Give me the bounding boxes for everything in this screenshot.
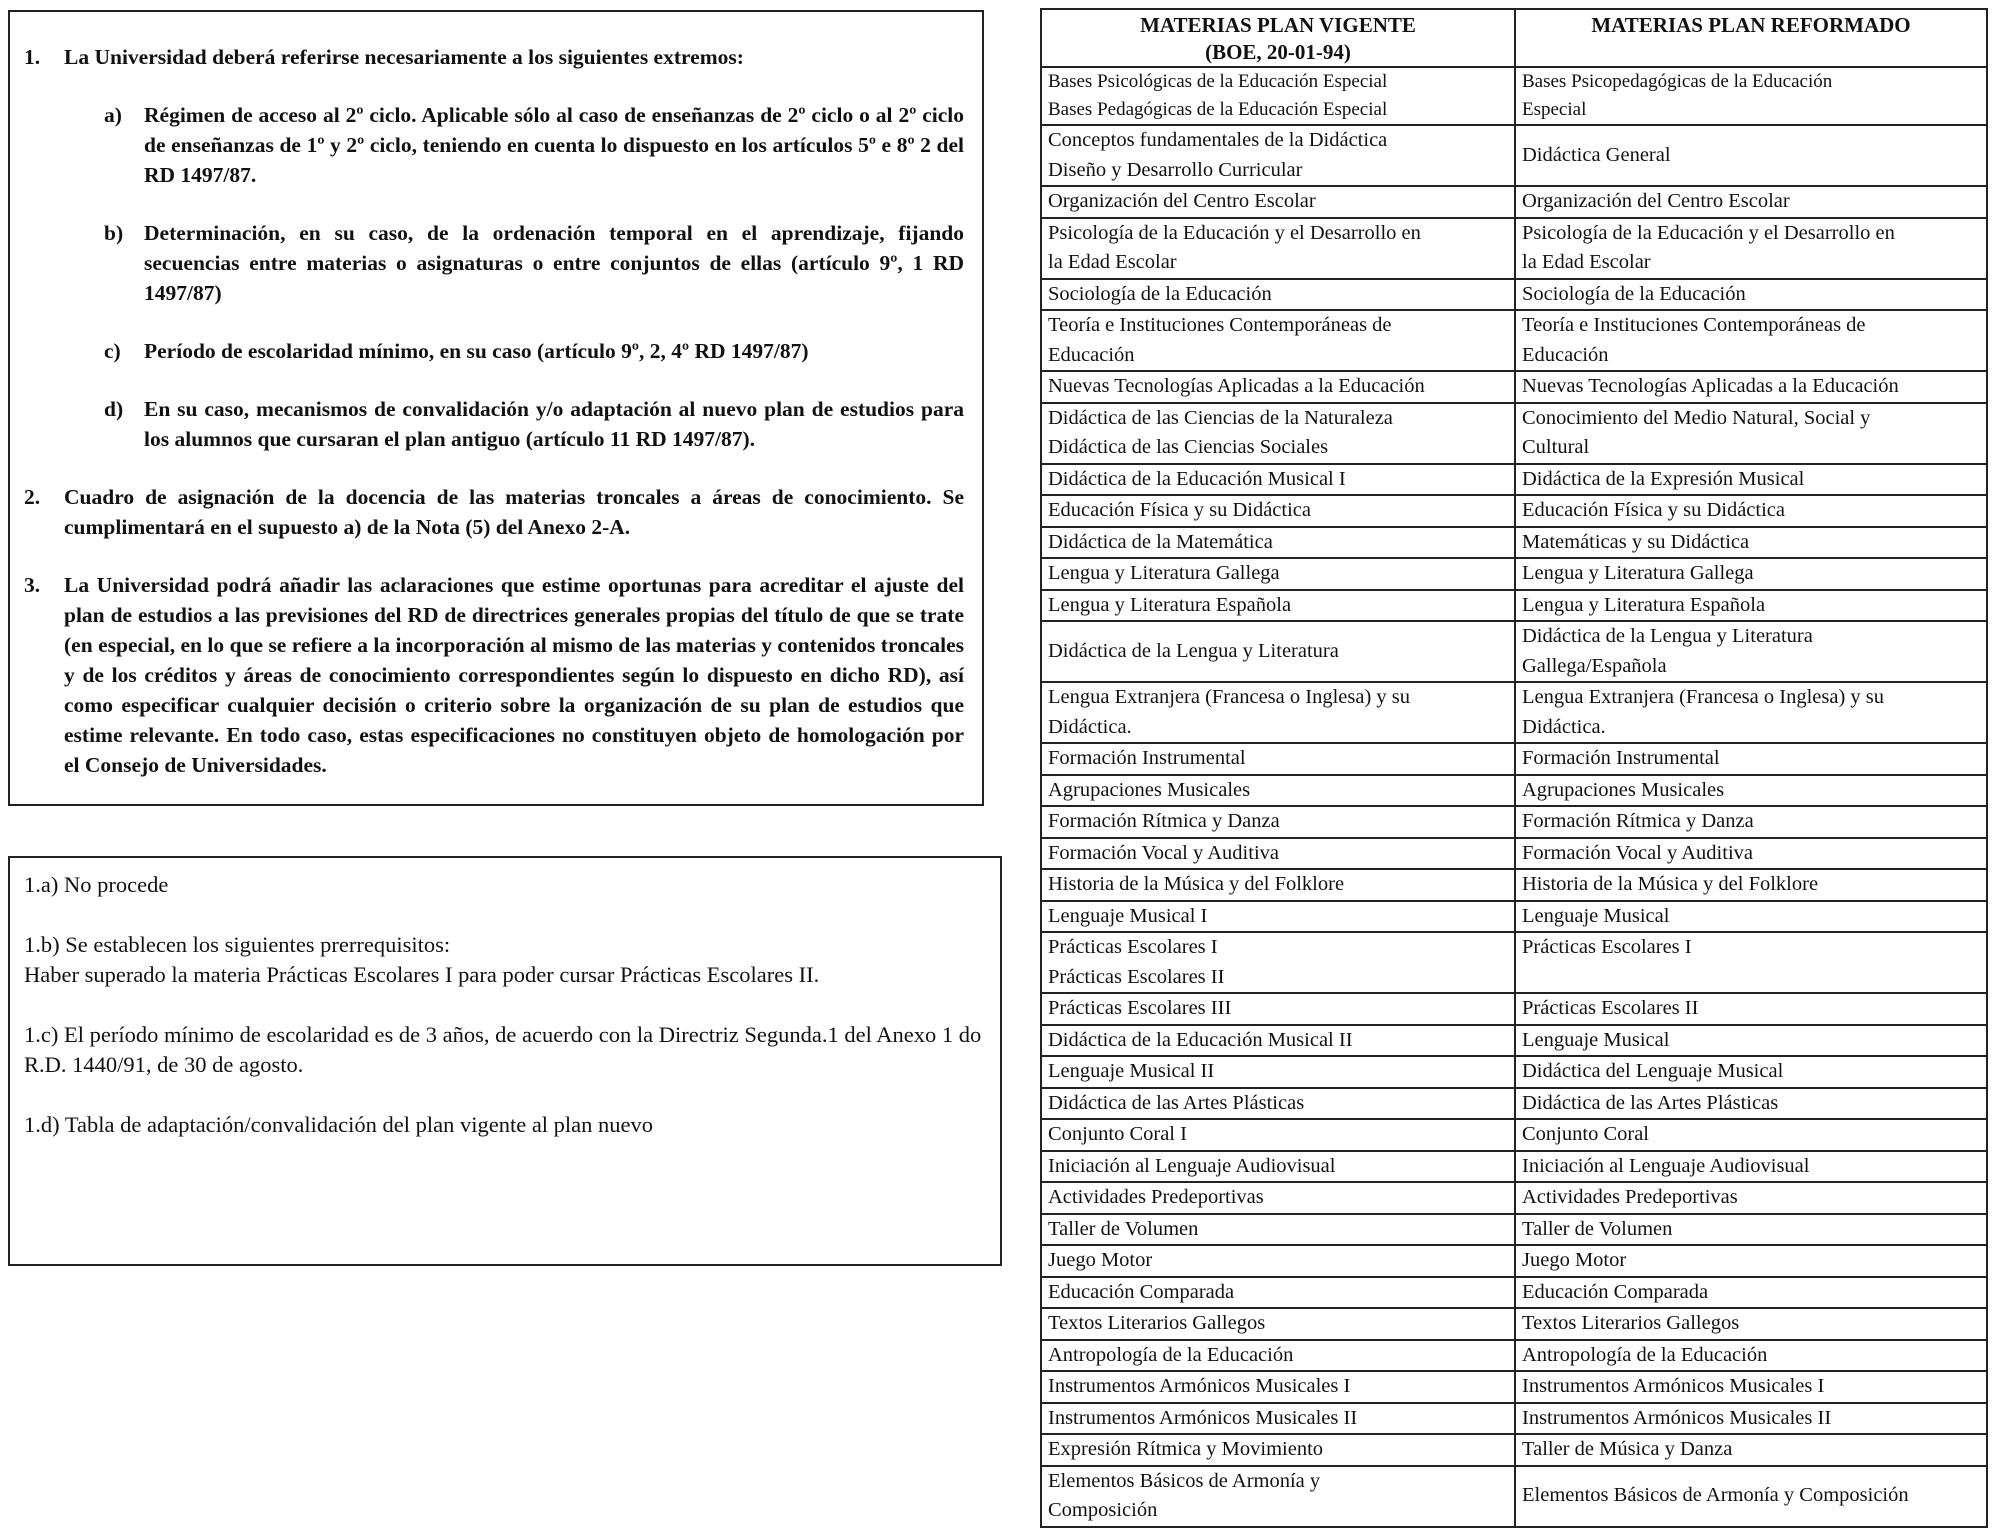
table-row: [1041, 1214, 1987, 1246]
subitem-text: Período de escolaridad mínimo, en su caso (artículo 9º, 2, 4º RD 1497/87): [144, 339, 809, 363]
cell-plan-reformado: Lenguaje Musical: [1515, 1025, 1987, 1057]
cell-plan-reformado: Organización del Centro Escolar: [1515, 186, 1987, 218]
table-row: [1041, 838, 1987, 870]
instruction-subitem-a: [64, 100, 964, 190]
cell-plan-reformado: Conocimiento del Medio Natural, Social y Cultural: [1515, 403, 1987, 464]
cell-plan-reformado: Psicología de la Educación y el Desarrollo en la Edad Escolar: [1515, 218, 1987, 279]
instruction-text: La Universidad podrá añadir las aclaraciones que estime oportunas para acreditar el ajuste del plan de estudios a las previsiones del RD de directrices generales propias del título de que se trate (en especial, en lo que se refiere a la incorporación al mismo de las materias y contenidos troncales y de los créditos y áreas de conocimiento correspondientes según lo dispuesto en dicho RD), así como especificar cualquier decisión o criterio sobre la organización de su plan de estudios que estime relevante. En todo caso, estas especificaciones no constituyen objeto de homologación por el Consejo de Universidades.: [64, 573, 964, 777]
table-row: [1041, 464, 1987, 496]
cell-plan-vigente: Didáctica de las Ciencias de la Naturaleza Didáctica de las Ciencias Sociales: [1041, 403, 1515, 464]
cell-plan-vigente: Educación Comparada: [1041, 1277, 1515, 1309]
cell-plan-vigente: Elementos Básicos de Armonía y Composición: [1041, 1466, 1515, 1527]
cell-plan-reformado: Teoría e Instituciones Contemporáneas de Educación: [1515, 310, 1987, 371]
cell-plan-vigente: Lengua Extranjera (Francesa o Inglesa) y su Didáctica.: [1041, 682, 1515, 743]
cell-plan-vigente: Formación Rítmica y Danza: [1041, 806, 1515, 838]
cell-plan-vigente: Historia de la Música y del Folklore: [1041, 869, 1515, 901]
subitem-text: En su caso, mecanismos de convalidación y/o adaptación al nuevo plan de estudios para los alumnos que cursaran el plan antiguo (artículo 11 RD 1497/87).: [144, 397, 964, 451]
header-plan-vigente: MATERIAS PLAN VIGENTE (BOE, 20-01-94): [1041, 9, 1515, 67]
subitem-text: Régimen de acceso al 2º ciclo. Aplicable sólo al caso de enseñanzas de 2º ciclo o al 2º ciclo de enseñanzas de 1º y 2º ciclo, teniendo en cuenta lo dispuesto en los artículos 5º e 8º 2 del RD 1497/87.: [144, 103, 964, 187]
cell-plan-vigente: Didáctica de la Lengua y Literatura: [1041, 621, 1515, 682]
cell-plan-vigente: Sociología de la Educación: [1041, 279, 1515, 311]
header-plan-reformado: MATERIAS PLAN REFORMADO: [1515, 9, 1987, 67]
cell-plan-vigente: Didáctica de las Artes Plásticas: [1041, 1088, 1515, 1120]
cell-plan-reformado: Elementos Básicos de Armonía y Composición: [1515, 1466, 1987, 1527]
instruction-item-1: [24, 42, 964, 454]
cell-plan-vigente: Expresión Rítmica y Movimiento: [1041, 1434, 1515, 1466]
cell-plan-reformado: Lengua Extranjera (Francesa o Inglesa) y su Didáctica.: [1515, 682, 1987, 743]
cell-plan-vigente: Formación Vocal y Auditiva: [1041, 838, 1515, 870]
answer-1c: 1.c) El período mínimo de escolaridad es de 3 años, de acuerdo con la Directriz Segunda.1 del Anexo 1 do R.D. 1440/91, de 30 de agosto.: [24, 1022, 982, 1077]
cell-plan-vigente: Educación Física y su Didáctica: [1041, 495, 1515, 527]
instruction-subitem-b: [64, 218, 964, 308]
cell-plan-vigente: Nuevas Tecnologías Aplicadas a la Educación: [1041, 371, 1515, 403]
table-row: [1041, 1056, 1987, 1088]
table-row: [1041, 682, 1987, 743]
table-row: [1041, 310, 1987, 371]
instruction-item-2: [24, 482, 964, 542]
table-row: [1041, 1403, 1987, 1435]
table-row: [1041, 743, 1987, 775]
cell-plan-vigente: Juego Motor: [1041, 1245, 1515, 1277]
table-row: [1041, 67, 1987, 125]
cell-plan-reformado: Agrupaciones Musicales: [1515, 775, 1987, 807]
table-row: [1041, 218, 1987, 279]
cell-plan-vigente: Lenguaje Musical I: [1041, 901, 1515, 933]
table-row: [1041, 869, 1987, 901]
cell-plan-reformado: Didáctica de la Expresión Musical: [1515, 464, 1987, 496]
cell-plan-vigente: Formación Instrumental: [1041, 743, 1515, 775]
cell-plan-reformado: Taller de Música y Danza: [1515, 1434, 1987, 1466]
cell-plan-reformado: Iniciación al Lenguaje Audiovisual: [1515, 1151, 1987, 1183]
cell-plan-vigente: Actividades Predeportivas: [1041, 1182, 1515, 1214]
cell-plan-reformado: Didáctica de las Artes Plásticas: [1515, 1088, 1987, 1120]
cell-plan-vigente: Psicología de la Educación y el Desarrollo en la Edad Escolar: [1041, 218, 1515, 279]
cell-plan-reformado: Actividades Predeportivas: [1515, 1182, 1987, 1214]
instruction-number: 3.: [24, 573, 41, 597]
instruction-item-3: [24, 570, 964, 780]
cell-plan-reformado: Didáctica de la Lengua y Literatura Gallega/Española: [1515, 621, 1987, 682]
cell-plan-reformado: Juego Motor: [1515, 1245, 1987, 1277]
cell-plan-vigente: Iniciación al Lenguaje Audiovisual: [1041, 1151, 1515, 1183]
cell-plan-reformado: Instrumentos Armónicos Musicales I: [1515, 1371, 1987, 1403]
cell-plan-vigente: Conceptos fundamentales de la Didáctica Diseño y Desarrollo Curricular: [1041, 125, 1515, 186]
answer-1a: 1.a) No procede: [24, 872, 169, 897]
cell-plan-vigente: Bases Psicológicas de la Educación Especial Bases Pedagógicas de la Educación Especial: [1041, 67, 1515, 125]
subitem-letter: c): [104, 339, 121, 363]
cell-plan-reformado: Antropología de la Educación: [1515, 1340, 1987, 1372]
table-row: [1041, 527, 1987, 559]
table-row: [1041, 1434, 1987, 1466]
cell-plan-reformado: Sociología de la Educación: [1515, 279, 1987, 311]
table-row: [1041, 1371, 1987, 1403]
cell-plan-reformado: Conjunto Coral: [1515, 1119, 1987, 1151]
subitem-letter: d): [104, 397, 124, 421]
cell-plan-reformado: Textos Literarios Gallegos: [1515, 1308, 1987, 1340]
cell-plan-vigente: Prácticas Escolares III: [1041, 993, 1515, 1025]
cell-plan-reformado: Lengua y Literatura Gallega: [1515, 558, 1987, 590]
table-row: [1041, 1151, 1987, 1183]
cell-plan-vigente: Prácticas Escolares I Prácticas Escolares II: [1041, 932, 1515, 993]
cell-plan-vigente: Conjunto Coral I: [1041, 1119, 1515, 1151]
cell-plan-reformado: Lengua y Literatura Española: [1515, 590, 1987, 622]
table-row: [1041, 1466, 1987, 1527]
cell-plan-reformado: Prácticas Escolares II: [1515, 993, 1987, 1025]
subitem-letter: b): [104, 221, 124, 245]
table-row: [1041, 590, 1987, 622]
adaptation-table: [1040, 8, 1988, 1528]
table-row: [1041, 993, 1987, 1025]
cell-plan-reformado: Educación Física y su Didáctica: [1515, 495, 1987, 527]
cell-plan-reformado: Formación Vocal y Auditiva: [1515, 838, 1987, 870]
table-row: [1041, 1340, 1987, 1372]
cell-plan-vigente: Didáctica de la Educación Musical I: [1041, 464, 1515, 496]
cell-plan-reformado: Bases Psicopedagógicas de la Educación Especial: [1515, 67, 1987, 125]
answer-1b-heading: 1.b) Se establecen los siguientes prerrequisitos:: [24, 932, 451, 957]
table-row: [1041, 403, 1987, 464]
table-row: [1041, 125, 1987, 186]
cell-plan-vigente: Antropología de la Educación: [1041, 1340, 1515, 1372]
cell-plan-reformado: Didáctica General: [1515, 125, 1987, 186]
cell-plan-reformado: Prácticas Escolares I: [1515, 932, 1987, 993]
answers-box: [8, 856, 1002, 1266]
table-row: [1041, 1182, 1987, 1214]
cell-plan-vigente: Lengua y Literatura Española: [1041, 590, 1515, 622]
cell-plan-reformado: Lenguaje Musical: [1515, 901, 1987, 933]
table-row: [1041, 621, 1987, 682]
cell-plan-vigente: Organización del Centro Escolar: [1041, 186, 1515, 218]
instruction-number: 2.: [24, 485, 41, 509]
table-row: [1041, 371, 1987, 403]
table-row: [1041, 279, 1987, 311]
cell-plan-reformado: Educación Comparada: [1515, 1277, 1987, 1309]
instruction-subitem-d: [64, 394, 964, 454]
cell-plan-reformado: Formación Rítmica y Danza: [1515, 806, 1987, 838]
cell-plan-reformado: Historia de la Música y del Folklore: [1515, 869, 1987, 901]
cell-plan-vigente: Instrumentos Armónicos Musicales I: [1041, 1371, 1515, 1403]
cell-plan-vigente: Didáctica de la Educación Musical II: [1041, 1025, 1515, 1057]
instruction-number: 1.: [24, 45, 41, 69]
table-row: [1041, 932, 1987, 993]
cell-plan-reformado: Nuevas Tecnologías Aplicadas a la Educación: [1515, 371, 1987, 403]
table-row: [1041, 1025, 1987, 1057]
table-row: [1041, 1119, 1987, 1151]
cell-plan-reformado: Formación Instrumental: [1515, 743, 1987, 775]
table-row: [1041, 558, 1987, 590]
cell-plan-vigente: Lengua y Literatura Gallega: [1041, 558, 1515, 590]
instruction-text: La Universidad deberá referirse necesariamente a los siguientes extremos:: [64, 45, 744, 69]
table-row: [1041, 806, 1987, 838]
table-header-row: [1041, 9, 1987, 67]
cell-plan-vigente: Taller de Volumen: [1041, 1214, 1515, 1246]
subitem-text: Determinación, en su caso, de la ordenación temporal en el aprendizaje, fijando secuencias entre materias o asignaturas o entre conjuntos de ellas (artículo 9º, 1 RD 1497/87): [144, 221, 964, 305]
table-row: [1041, 775, 1987, 807]
cell-plan-reformado: Instrumentos Armónicos Musicales II: [1515, 1403, 1987, 1435]
table-row: [1041, 1308, 1987, 1340]
table-row: [1041, 495, 1987, 527]
cell-plan-reformado: Didáctica del Lenguaje Musical: [1515, 1056, 1987, 1088]
table-row: [1041, 1088, 1987, 1120]
cell-plan-reformado: Taller de Volumen: [1515, 1214, 1987, 1246]
cell-plan-vigente: Lenguaje Musical II: [1041, 1056, 1515, 1088]
instruction-subitem-c: [64, 336, 964, 366]
table-row: [1041, 186, 1987, 218]
answer-1b-text: Haber superado la materia Prácticas Escolares I para poder cursar Prácticas Escolares II.: [24, 962, 820, 987]
cell-plan-vigente: Teoría e Instituciones Contemporáneas de Educación: [1041, 310, 1515, 371]
cell-plan-vigente: Agrupaciones Musicales: [1041, 775, 1515, 807]
table-row: [1041, 1277, 1987, 1309]
cell-plan-reformado: Matemáticas y su Didáctica: [1515, 527, 1987, 559]
cell-plan-vigente: Instrumentos Armónicos Musicales II: [1041, 1403, 1515, 1435]
table-body: [1041, 67, 1987, 1527]
table-row: [1041, 901, 1987, 933]
cell-plan-vigente: Textos Literarios Gallegos: [1041, 1308, 1515, 1340]
table-row: [1041, 1245, 1987, 1277]
answer-1d: 1.d) Tabla de adaptación/convalidación del plan vigente al plan nuevo: [24, 1112, 654, 1137]
subitem-letter: a): [104, 103, 122, 127]
instruction-text: Cuadro de asignación de la docencia de las materias troncales a áreas de conocimiento. Se cumplimentará en el supuesto a) de la Nota (5) del Anexo 2-A.: [64, 485, 964, 539]
cell-plan-vigente: Didáctica de la Matemática: [1041, 527, 1515, 559]
instructions-box: [8, 10, 984, 806]
